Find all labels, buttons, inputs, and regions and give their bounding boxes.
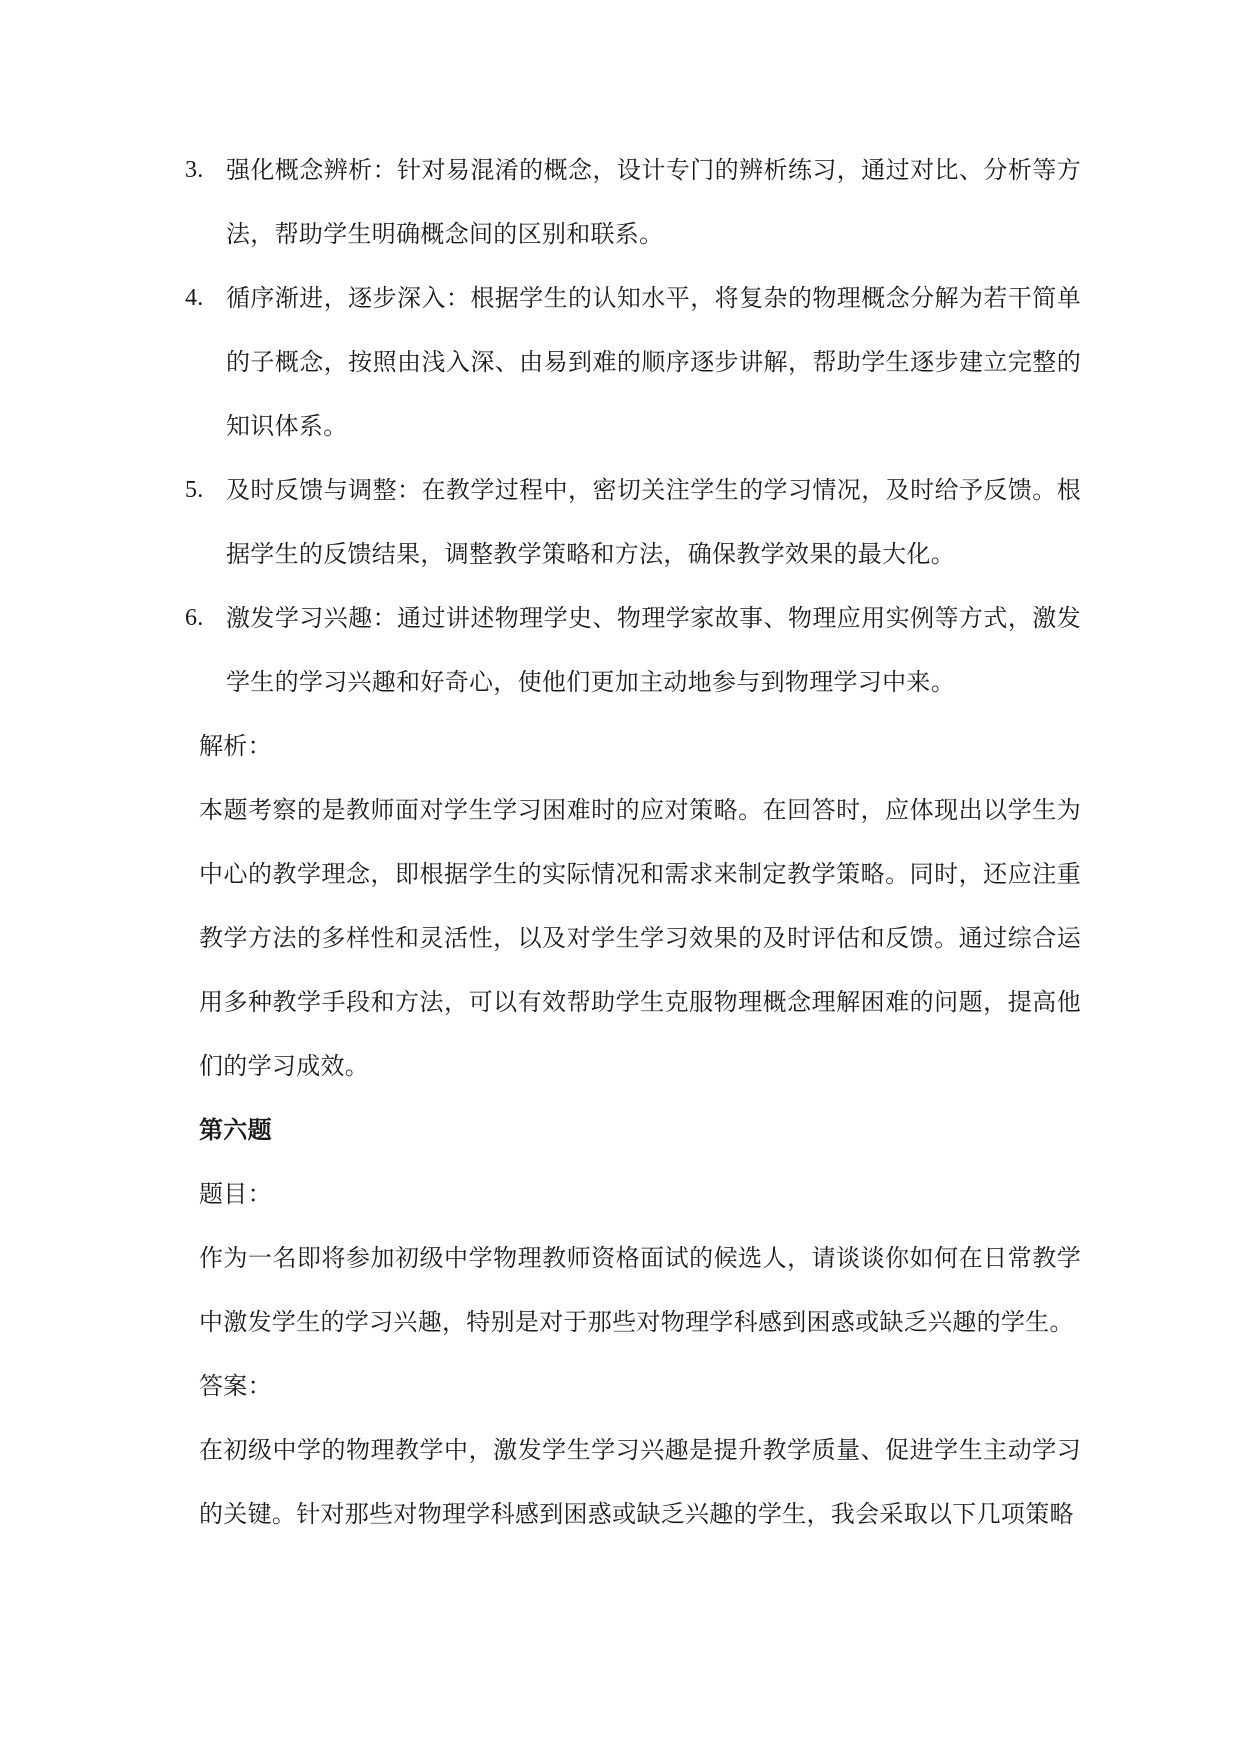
list-item-number: 3. [185, 157, 204, 183]
list-item [185, 458, 1081, 586]
answer-paragraph: 在初级中学的物理教学中，激发学生学习兴趣是提升教学质量、促进学生主动学习的关键。针对那些对物理学科感到困惑或缺乏兴趣的学生，我会采取以下几项策略 [199, 1436, 1081, 1528]
analysis-label: 解析： [199, 732, 272, 760]
question-paragraph: 作为一名即将参加初级中学物理教师资格面试的候选人，请谈谈你如何在日常教学中激发学生的学习兴趣，特别是对于那些对物理学科感到困惑或缺乏兴趣的学生。 [199, 1244, 1081, 1336]
question-label: 题目： [199, 1180, 272, 1208]
list-item [185, 266, 1081, 458]
list-item [185, 586, 1081, 714]
list-item [185, 138, 1081, 266]
list-item-number: 5. [185, 477, 204, 503]
list-item-number: 6. [185, 605, 204, 631]
list-item-text: 循序渐进，逐步深入：根据学生的认知水平，将复杂的物理概念分解为若干简单的子概念，按照由浅入深、由易到难的顺序逐步讲解，帮助学生逐步建立完整的知识体系。 [226, 284, 1081, 440]
strategy-list [185, 138, 1081, 714]
analysis-paragraph: 本题考察的是教师面对学生学习困难时的应对策略。在回答时，应体现出以学生为中心的教学理念，即根据学生的实际情况和需求来制定教学策略。同时，还应注重教学方法的多样性和灵活性，以及对学生学习效果的及时评估和反馈。通过综合运用多种教学手段和方法，可以有效帮助学生克服物理概念理解困难的问题，提高他们的学习成效。 [199, 796, 1081, 1080]
list-item-number: 4. [185, 285, 204, 311]
page-content [185, 138, 1081, 1546]
list-item-text: 及时反馈与调整：在教学过程中，密切关注学生的学习情况，及时给予反馈。根据学生的反馈结果，调整教学策略和方法，确保教学效果的最大化。 [226, 476, 1081, 568]
answer-label: 答案： [199, 1372, 272, 1400]
list-item-text: 激发学习兴趣：通过讲述物理学史、物理学家故事、物理应用实例等方式，激发学生的学习兴趣和好奇心，使他们更加主动地参与到物理学习中来。 [226, 604, 1081, 696]
list-item-text: 强化概念辨析：针对易混淆的概念，设计专门的辨析练习，通过对比、分析等方法，帮助学生明确概念间的区别和联系。 [226, 156, 1081, 248]
section-heading: 第六题 [199, 1115, 272, 1144]
